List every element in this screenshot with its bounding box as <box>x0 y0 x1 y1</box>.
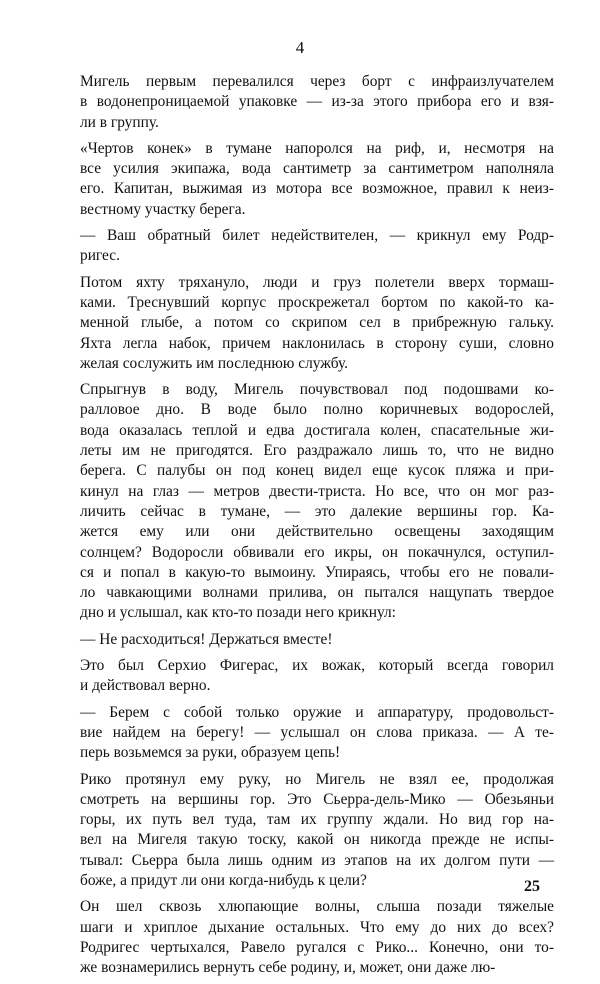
text-line: вестному участку берега. <box>80 200 246 218</box>
text-line: Спрыгнув в воду, Мигель почувствовал под подошвами ко- <box>80 381 554 399</box>
text-line: менной глыбе, а потом со скрипом сел в прибрежную гальку. <box>80 314 554 332</box>
text-line: ригес. <box>80 247 120 265</box>
text-line: ся и попал в какую-то вымоину. Упираясь, чтобы его не повали- <box>80 563 554 581</box>
text-line: и действовал верно. <box>80 677 211 695</box>
chapter-number: 4 <box>295 38 305 57</box>
text-line: дно и услышал, как кто-то позади него крикнул: <box>80 604 396 622</box>
text-line: желая сослужить им последнюю службу. <box>80 354 348 372</box>
paragraph <box>80 703 554 764</box>
text-line: его. Капитан, выжимая из мотора все возможное, правил к неиз- <box>80 180 554 198</box>
page-number: 25 <box>524 878 540 895</box>
text-line: ло чавкающими волнами прилива, он пытался нащупать твердое <box>80 584 554 602</box>
text-line: боже, а придут ли они когда-нибудь к цели? <box>80 871 367 889</box>
text-line: кинул на глаз — метров двести-триста. Но все, что он мог раз- <box>80 482 554 500</box>
text-line: тывал: Сьерра была лишь одним из этапов на их долгом пути — <box>80 851 554 869</box>
paragraph <box>80 897 554 978</box>
text-line: Мигель первым перевалился через борт с инфраизлучателем <box>80 73 554 90</box>
text-line: солнцем? Водоросли обвивали его икры, он покачнулся, оступил- <box>80 543 554 561</box>
paragraph <box>80 226 554 267</box>
paragraph <box>80 380 554 624</box>
text-line: личить сейчас в тумане, — это далекие вершины гор. Ка- <box>80 502 554 520</box>
text-line: вие найдем на берегу! — услышал он слова приказа. — А те- <box>80 723 554 741</box>
text-line: в водонепроницаемой упаковке — из-за этого прибора его и взя- <box>80 93 554 111</box>
text-line: перь возьмемся за руки, образуем цепь! <box>80 744 341 762</box>
text-line: ли в группу. <box>80 113 159 131</box>
text-line: Потом яхту тряхануло, люди и груз полетели вверх тормаш- <box>80 273 554 291</box>
paragraph <box>80 770 554 892</box>
text-line: «Чертов конек» в тумане напоролся на риф, и, несмотря на <box>80 139 554 157</box>
text-line: Это был Серхио Фигерас, их вожак, который всегда говорил <box>80 657 554 675</box>
text-line: леты им не пригодятся. Его раздражало лишь то, что не видно <box>80 442 554 460</box>
paragraph <box>80 630 554 650</box>
text-line: все усилия экипажа, вода сантиметр за сантиметром наполняла <box>80 160 554 178</box>
text-line: Он шел сквозь хлюпающие волны, слыша позади тяжелые <box>80 898 554 916</box>
text-line: смотреть на вершины гор. Это Сьерра-дель-Мико — Обезьяньи <box>80 790 554 808</box>
text-line: вел на Мигеля такую тоску, какой он никогда прежде не испы- <box>80 831 554 849</box>
text-line: жется ему или они действительно освещены заходящим <box>80 523 554 541</box>
text-line: горы, их путь вел туда, там их группу ждали. Но вид гор на- <box>80 811 554 829</box>
text-line: — Ваш обратный билет недействителен, — крикнул ему Родр- <box>80 227 554 245</box>
text-line: ралловое дно. В воде было полно коричневых водорослей, <box>80 401 554 419</box>
text-line: — Берем с собой только оружие и аппаратуру, продовольст- <box>80 703 554 721</box>
text-line: Родригес чертыхался, Равело ругался с Рико... Конечно, они то- <box>80 938 554 956</box>
paragraph <box>80 72 554 133</box>
text-line: Яхта легла набок, причем наклонилась в сторону суши, словно <box>80 334 554 352</box>
body-text <box>80 72 554 984</box>
text-line: — Не расходиться! Держаться вместе! <box>80 630 333 648</box>
text-line: шаги и хриплое дыхание остальных. Что ему до них до всех? <box>80 918 554 936</box>
paragraph <box>80 656 554 697</box>
text-line: вода оказалась теплой и едва достигала колен, спасательные жи- <box>80 421 554 439</box>
text-line: Рико протянул ему руку, но Мигель не взял ее, продолжая <box>80 770 554 788</box>
text-line: ками. Треснувший корпус проскрежетал бортом по какой-то ка- <box>80 293 554 311</box>
paragraph <box>80 139 554 220</box>
text-line: берега. С палубы он под конец видел еще кусок пляжа и при- <box>80 462 554 480</box>
text-line: же вознамерились вернуть себе родину, и, может, они даже лю- <box>80 959 496 977</box>
paragraph <box>80 273 554 374</box>
